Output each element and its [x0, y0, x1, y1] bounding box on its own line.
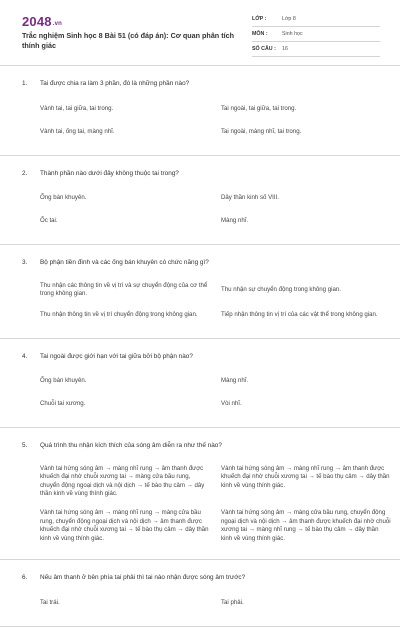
- site-logo[interactable]: [22, 14, 62, 29]
- question-4: [0, 339, 400, 429]
- page-header: [0, 0, 400, 66]
- question-3: [0, 245, 400, 339]
- question-2: [0, 156, 400, 246]
- answer-option[interactable]: Vành tai hứng sóng âm → màng cửa bầu rung, chuyển động ngoại dịch và nội dịch → âm thanh được khuếch đại nhờ chuỗi xương tai → màng nhĩ rung → tế bào thụ cảm → dây thần kinh về vùng thính giác.: [221, 509, 391, 542]
- answer-grid: [22, 592, 378, 615]
- answer-option[interactable]: Dây thần kinh số VIII.: [221, 194, 279, 202]
- meta-row-class: [252, 12, 380, 27]
- logo-main: 2048: [22, 14, 52, 29]
- question-text: Tai được chia ra làm 3 phần, đó là những phần nào?: [40, 80, 190, 87]
- question-title: [22, 259, 378, 268]
- question-number: 6.: [22, 574, 28, 582]
- question-title: [22, 442, 378, 451]
- meta-row-subject: [252, 27, 380, 42]
- answer-option[interactable]: Ống bán khuyên.: [40, 377, 87, 385]
- meta-label: MÔN :: [252, 31, 268, 37]
- question-text: Quá trình thu nhận kích thích của sóng âm diễn ra như thế nào?: [40, 442, 222, 450]
- answer-option[interactable]: Ốc tai.: [40, 217, 58, 225]
- meta-info: [252, 12, 380, 57]
- answer-grid: [22, 460, 391, 549]
- answer-grid: [22, 187, 378, 233]
- answer-option[interactable]: Vành tai, tai giữa, tai trong.: [40, 104, 114, 112]
- answer-option[interactable]: Vòi nhĩ.: [221, 400, 242, 408]
- question-6: [0, 560, 400, 627]
- question-text: Nếu âm thanh ở bên phía tai phải thì tai nào nhận được sóng âm trước?: [40, 574, 246, 582]
- meta-value: Sinh học: [282, 31, 303, 37]
- question-title: [22, 80, 378, 89]
- meta-value: 16: [282, 46, 288, 52]
- answer-option[interactable]: Tai phải.: [221, 599, 244, 607]
- answer-option[interactable]: Màng nhĩ.: [221, 217, 249, 225]
- meta-value: Lớp 8: [282, 16, 296, 22]
- answer-option[interactable]: Tai trái.: [40, 599, 60, 607]
- question-text: Bộ phận tiền đình và các ống bán khuyên có chức năng gì?: [40, 259, 209, 266]
- answer-option[interactable]: Màng nhĩ.: [221, 377, 249, 385]
- question-number: 5.: [22, 442, 28, 450]
- answer-grid: [22, 277, 378, 327]
- meta-label: LỚP :: [252, 16, 267, 22]
- answer-option[interactable]: Vành tai hứng sóng âm → màng nhĩ rung → âm thanh được khuếch đại nhờ chuỗi xương tai → màng cửa bầu rung, chuyển động ngoại dịch và nội dịch → tế bào thụ cảm → dây thần kinh về vùng thính giác.: [40, 464, 205, 498]
- answer-option[interactable]: Tai ngoài, tai giữa, tai trong.: [221, 104, 297, 112]
- answer-grid: [22, 370, 378, 416]
- answer-option[interactable]: Thu nhận sự chuyển động trong không gian.: [221, 285, 341, 293]
- question-number: 2.: [22, 169, 28, 177]
- meta-label: SỐ CÂU :: [252, 46, 276, 52]
- answer-option[interactable]: Tiếp nhận thông tin vị trí của các vật thể trong không gian.: [221, 310, 378, 318]
- question-list: [0, 66, 400, 627]
- question-title: [22, 574, 378, 583]
- question-1: [0, 66, 400, 156]
- question-title: [22, 170, 378, 179]
- answer-option[interactable]: Chuỗi tai xương.: [40, 400, 86, 408]
- question-number: 4.: [22, 352, 28, 360]
- question-text: Tai ngoài được giới hạn với tai giữa bởi bộ phận nào?: [40, 352, 193, 360]
- question-number: 3.: [22, 259, 28, 266]
- answer-option[interactable]: Vành tai, ống tai, màng nhĩ.: [40, 127, 115, 135]
- answer-option[interactable]: Thu nhận thông tin về vị trí chuyển động trong không gian.: [40, 310, 198, 318]
- answer-grid: [22, 98, 378, 144]
- answer-option[interactable]: Thu nhận các thông tin về vị trí và sự chuyển động của cơ thể trong không gian.: [40, 281, 208, 298]
- logo-suffix: .vn: [52, 21, 63, 27]
- meta-row-count: [252, 42, 380, 57]
- answer-option[interactable]: Tai ngoài, màng nhĩ, tai trong.: [221, 127, 302, 135]
- answer-option[interactable]: Ống bán khuyên.: [40, 194, 87, 202]
- question-title: [22, 353, 378, 362]
- question-number: 1.: [22, 80, 28, 87]
- question-text: Thành phần nào dưới đây không thuộc tai trong?: [40, 169, 179, 177]
- question-5: [0, 428, 400, 560]
- answer-option[interactable]: Vành tai hứng sóng âm → màng nhĩ rung → âm thanh được khuếch đại nhờ chuỗi xương tai → tế bào thụ cảm → dây thần kinh về vùng thính giác.: [221, 464, 390, 489]
- page-title: Trắc nghiệm Sinh học 8 Bài 51 (có đáp án): Cơ quan phân tích thính giác: [22, 31, 234, 50]
- answer-option[interactable]: Vành tai hứng sóng âm → màng nhĩ rung → màng cửa bầu rung, chuyển động ngoại dịch và nội dịch → âm thanh được khuếch đại nhờ chuỗi xương tai → tế bào thụ cảm → dây thần kinh về vùng thính giác.: [40, 509, 209, 542]
